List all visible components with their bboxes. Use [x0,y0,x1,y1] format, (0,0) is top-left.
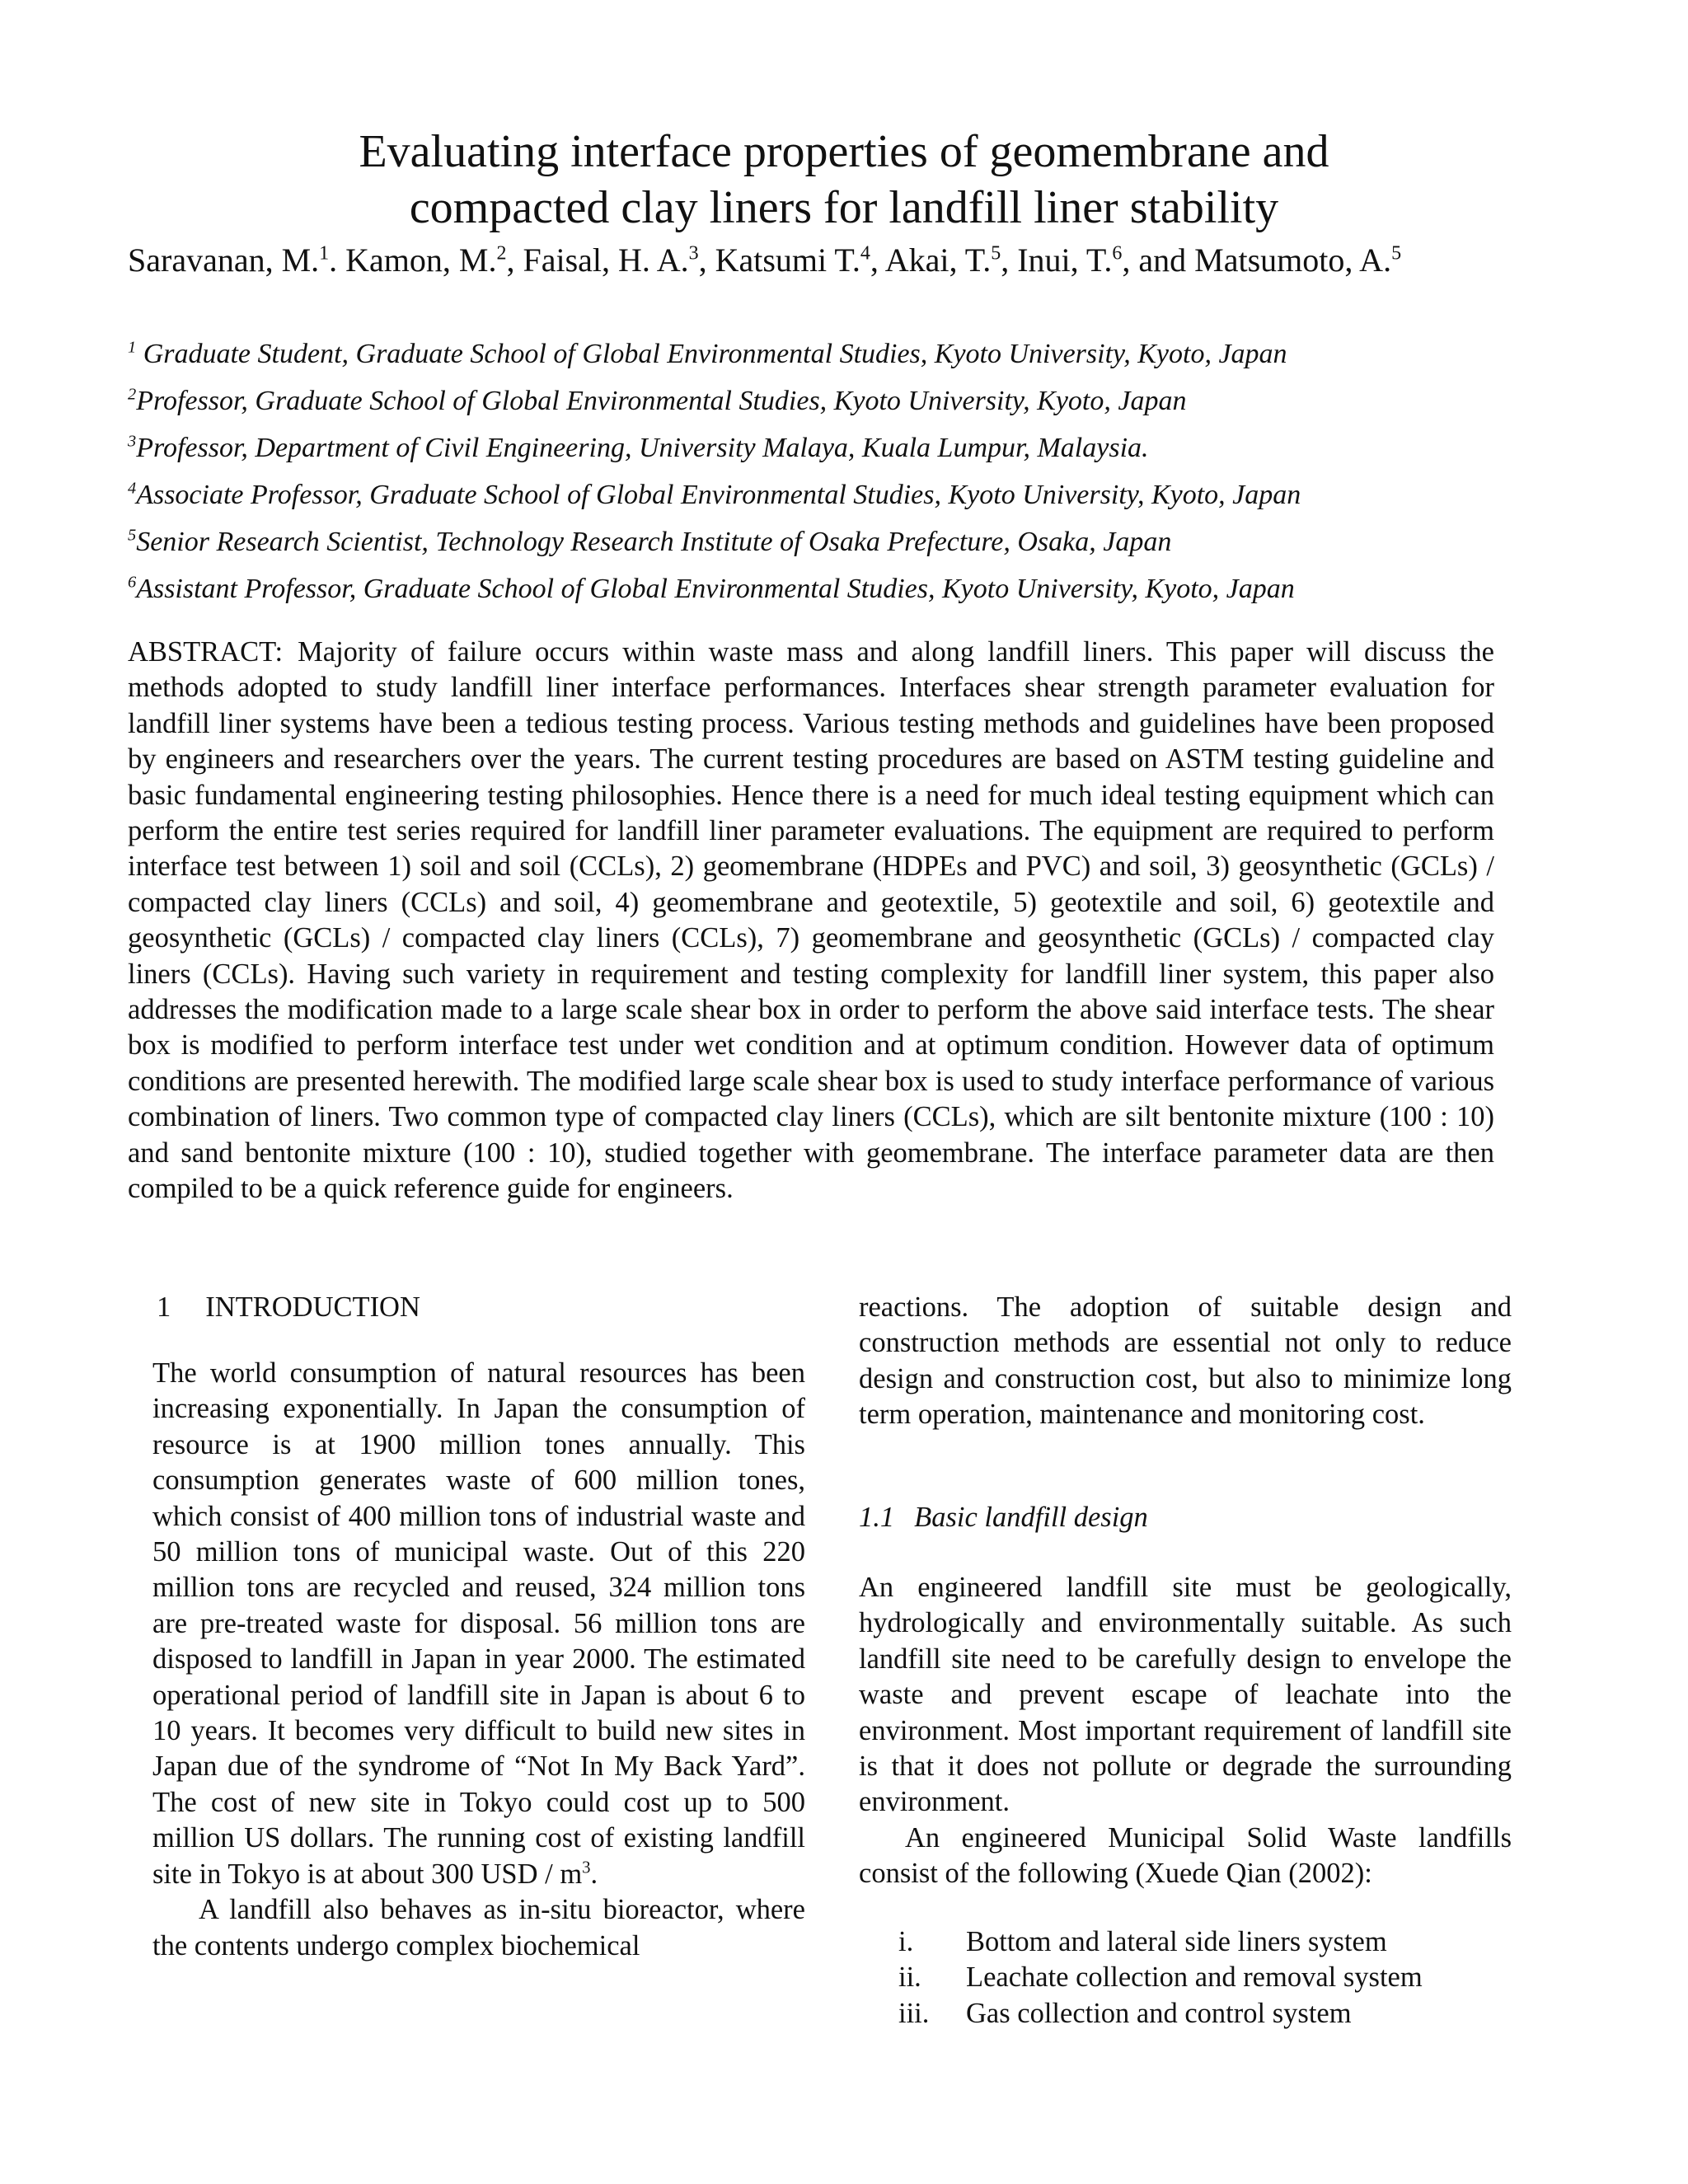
author-name: Saravanan, M. [128,241,320,279]
list-marker: ii. [898,1961,921,1994]
author-sep: , [506,241,523,279]
author-name: Matsumoto, A. [1194,241,1392,279]
subsection-number: 1.1 [859,1502,895,1533]
affil-number: 1 [128,338,137,357]
left-column [152,1356,805,1964]
affil-number: 3 [128,432,137,451]
superscript: 3 [582,1858,591,1877]
affil-number: 2 [128,385,137,404]
author-sep: , [698,241,715,279]
author-name: Akai, T. [884,241,992,279]
author-affil-mark: 5 [1391,242,1402,265]
subsection-heading [859,1500,1148,1535]
abstract-text: Majority of failure occurs within waste mass and along landfill liners. This paper will discuss the methods adopted to study landfill liner interface performances. Interfaces shear strength parameter evaluation for landfill liner systems have been a tedious testing process. Various testing methods and guidelines have been proposed by engineers and researchers over the years. The current testing procedures are based on ASTM testing guideline and basic fundamental engineering testing philosophies. Hence there is a need for much ideal testing equipment which can perform the entire test series required for landfill liner parameter evaluations. The equipment are required to perform interface test between 1) soil and soil (CCLs), 2) geomembrane (HDPEs and PVC) and soil, 3) geosynthetic (GCLs) / compacted clay liners (CCLs) and soil, 4) geomembrane and geotextile, 5) geotextile and soil, 6) geotextile and geosynthetic (GCLs) / compacted clay liners (CCLs), 7) geomembrane and geosynthetic (GCLs) / compacted clay liners (CCLs). Having such variety in requirement and testing complexity for landfill liner system, this paper also addresses the modification made to a large scale shear box in order to perform the above said interface tests. The shear box is modified to perform interface test under wet condition and at optimum condition. However data of optimum conditions are presented herewith. The modified large scale shear box is used to study interface performance of various combination of liners. Two common type of compacted clay liners (CCLs), which are silt bentonite mixture (100 : 10) and sand bentonite mixture (100 : 10), studied together with geomembrane. The interface parameter data are then compiled to be a quick reference guide for engineers. [128,636,1494,1205]
author-sep: , [1001,241,1018,279]
abstract-label: ABSTRACT: [128,636,284,668]
affil-text: Graduate Student, Graduate School of Global Environmental Studies, Kyoto University, Kyoto, Japan [136,339,1287,369]
paragraph: reactions. The adoption of suitable design and construction methods are essential not only to reduce design and construction cost, but also to minimize long term operation, maintenance and monitoring cost. [859,1291,1512,1431]
abstract [128,635,1494,1207]
right-column [859,1290,1512,1433]
right-column-body [859,1570,1512,1892]
author-sep: . [329,241,346,279]
paragraph: An engineered landfill site must be geologically, hydrologically and environmentally suitable. As such landfill site need to be carefully design to envelope the waste and prevent escape of leachate into the environment. Most important requirement of landfill site is that it does not pollute or degrade the surrounding environment. [859,1572,1512,1818]
author-affil-mark: 4 [860,242,870,265]
paragraph: An engineered Municipal Solid Waste landfills consist of the following (Xuede Qian (2002): [859,1821,1512,1890]
list-marker: i. [898,1926,914,1957]
affiliation-1 [128,336,1562,373]
affil-text: Professor, Department of Civil Engineering, University Malaya, Kuala Lumpur, Malaysia. [136,433,1149,463]
affil-number: 4 [128,479,137,498]
paragraph [152,1356,805,1892]
author-affil-mark: 2 [496,242,507,265]
list-item [882,1960,1423,1995]
list-text: Bottom and lateral side liners system [966,1926,1387,1957]
affil-number: 6 [128,573,137,592]
affil-text: Assistant Professor, Graduate School of Global Environmental Studies, Kyoto University, Kyoto, Japan [136,574,1295,604]
paragraph: A landfill also behaves as in-situ bioreactor, where the contents undergo complex biochemical [152,1894,805,1961]
list-text: Leachate collection and removal system [966,1961,1423,1994]
author-name: Kamon, M. [345,241,497,279]
list-item [882,1924,1423,1960]
affiliation-5 [128,524,1562,560]
paper-title [0,124,1688,236]
title-line-2: compacted clay liners for landfill liner stability [409,182,1279,233]
paragraph-text: The world consumption of natural resources has been increasing exponentially. In Japan the consumption of resource is at 1900 million tones annually. This consumption generates waste of 600 million tones, which consist of 400 million tons of industrial waste and 50 million tons of municipal waste. Out of this 220 million tons are recycled and reused, 324 million tons are pre-treated waste for disposal. 56 million tons are disposed to landfill in Japan in year 2000. The estimated operational period of landfill site in Japan is about 6 to 10 years. It becomes very difficult to build new sites in Japan due of the syndrome of “Not In My Back Yard”. The cost of new site in Tokyo could cost up to 500 million US dollars. The running cost of existing landfill site in Tokyo is at about 300 USD / m [152,1357,805,1890]
author-name: Faisal, H. A. [523,241,689,279]
affiliation-3 [128,430,1562,466]
affil-number: 5 [128,526,137,545]
author-name: Katsumi T. [715,241,860,279]
affil-text: Professor, Graduate School of Global Environmental Studies, Kyoto University, Kyoto, Japan [136,386,1187,416]
affiliation-6 [128,571,1562,607]
section-heading-introduction [157,1290,420,1325]
list-marker: iii. [898,1997,930,2029]
paragraph-end: . [590,1858,598,1890]
author-affil-mark: 6 [1112,242,1123,265]
title-line-1: Evaluating interface properties of geomembrane and [359,126,1329,177]
section-title: INTRODUCTION [205,1291,420,1323]
section-number: 1 [157,1291,171,1323]
list-item [882,1996,1423,2032]
affil-text: Associate Professor, Graduate School of Global Environmental Studies, Kyoto University, Kyoto, Japan [136,480,1301,510]
subsection-title: Basic landfill design [914,1502,1148,1533]
author-list [128,239,1562,282]
affiliation-2 [128,383,1562,419]
component-list [882,1924,1423,2032]
affiliation-4 [128,477,1562,513]
author-sep: , and [1122,241,1195,279]
author-affil-mark: 1 [319,242,330,265]
author-affil-mark: 3 [688,242,699,265]
affil-text: Senior Research Scientist, Technology Research Institute of Osaka Prefecture, Osaka, Japan [136,527,1172,557]
author-affil-mark: 5 [991,242,1001,265]
list-text: Gas collection and control system [966,1997,1352,2029]
author-sep: , [870,241,885,279]
author-name: Inui, T. [1017,241,1113,279]
